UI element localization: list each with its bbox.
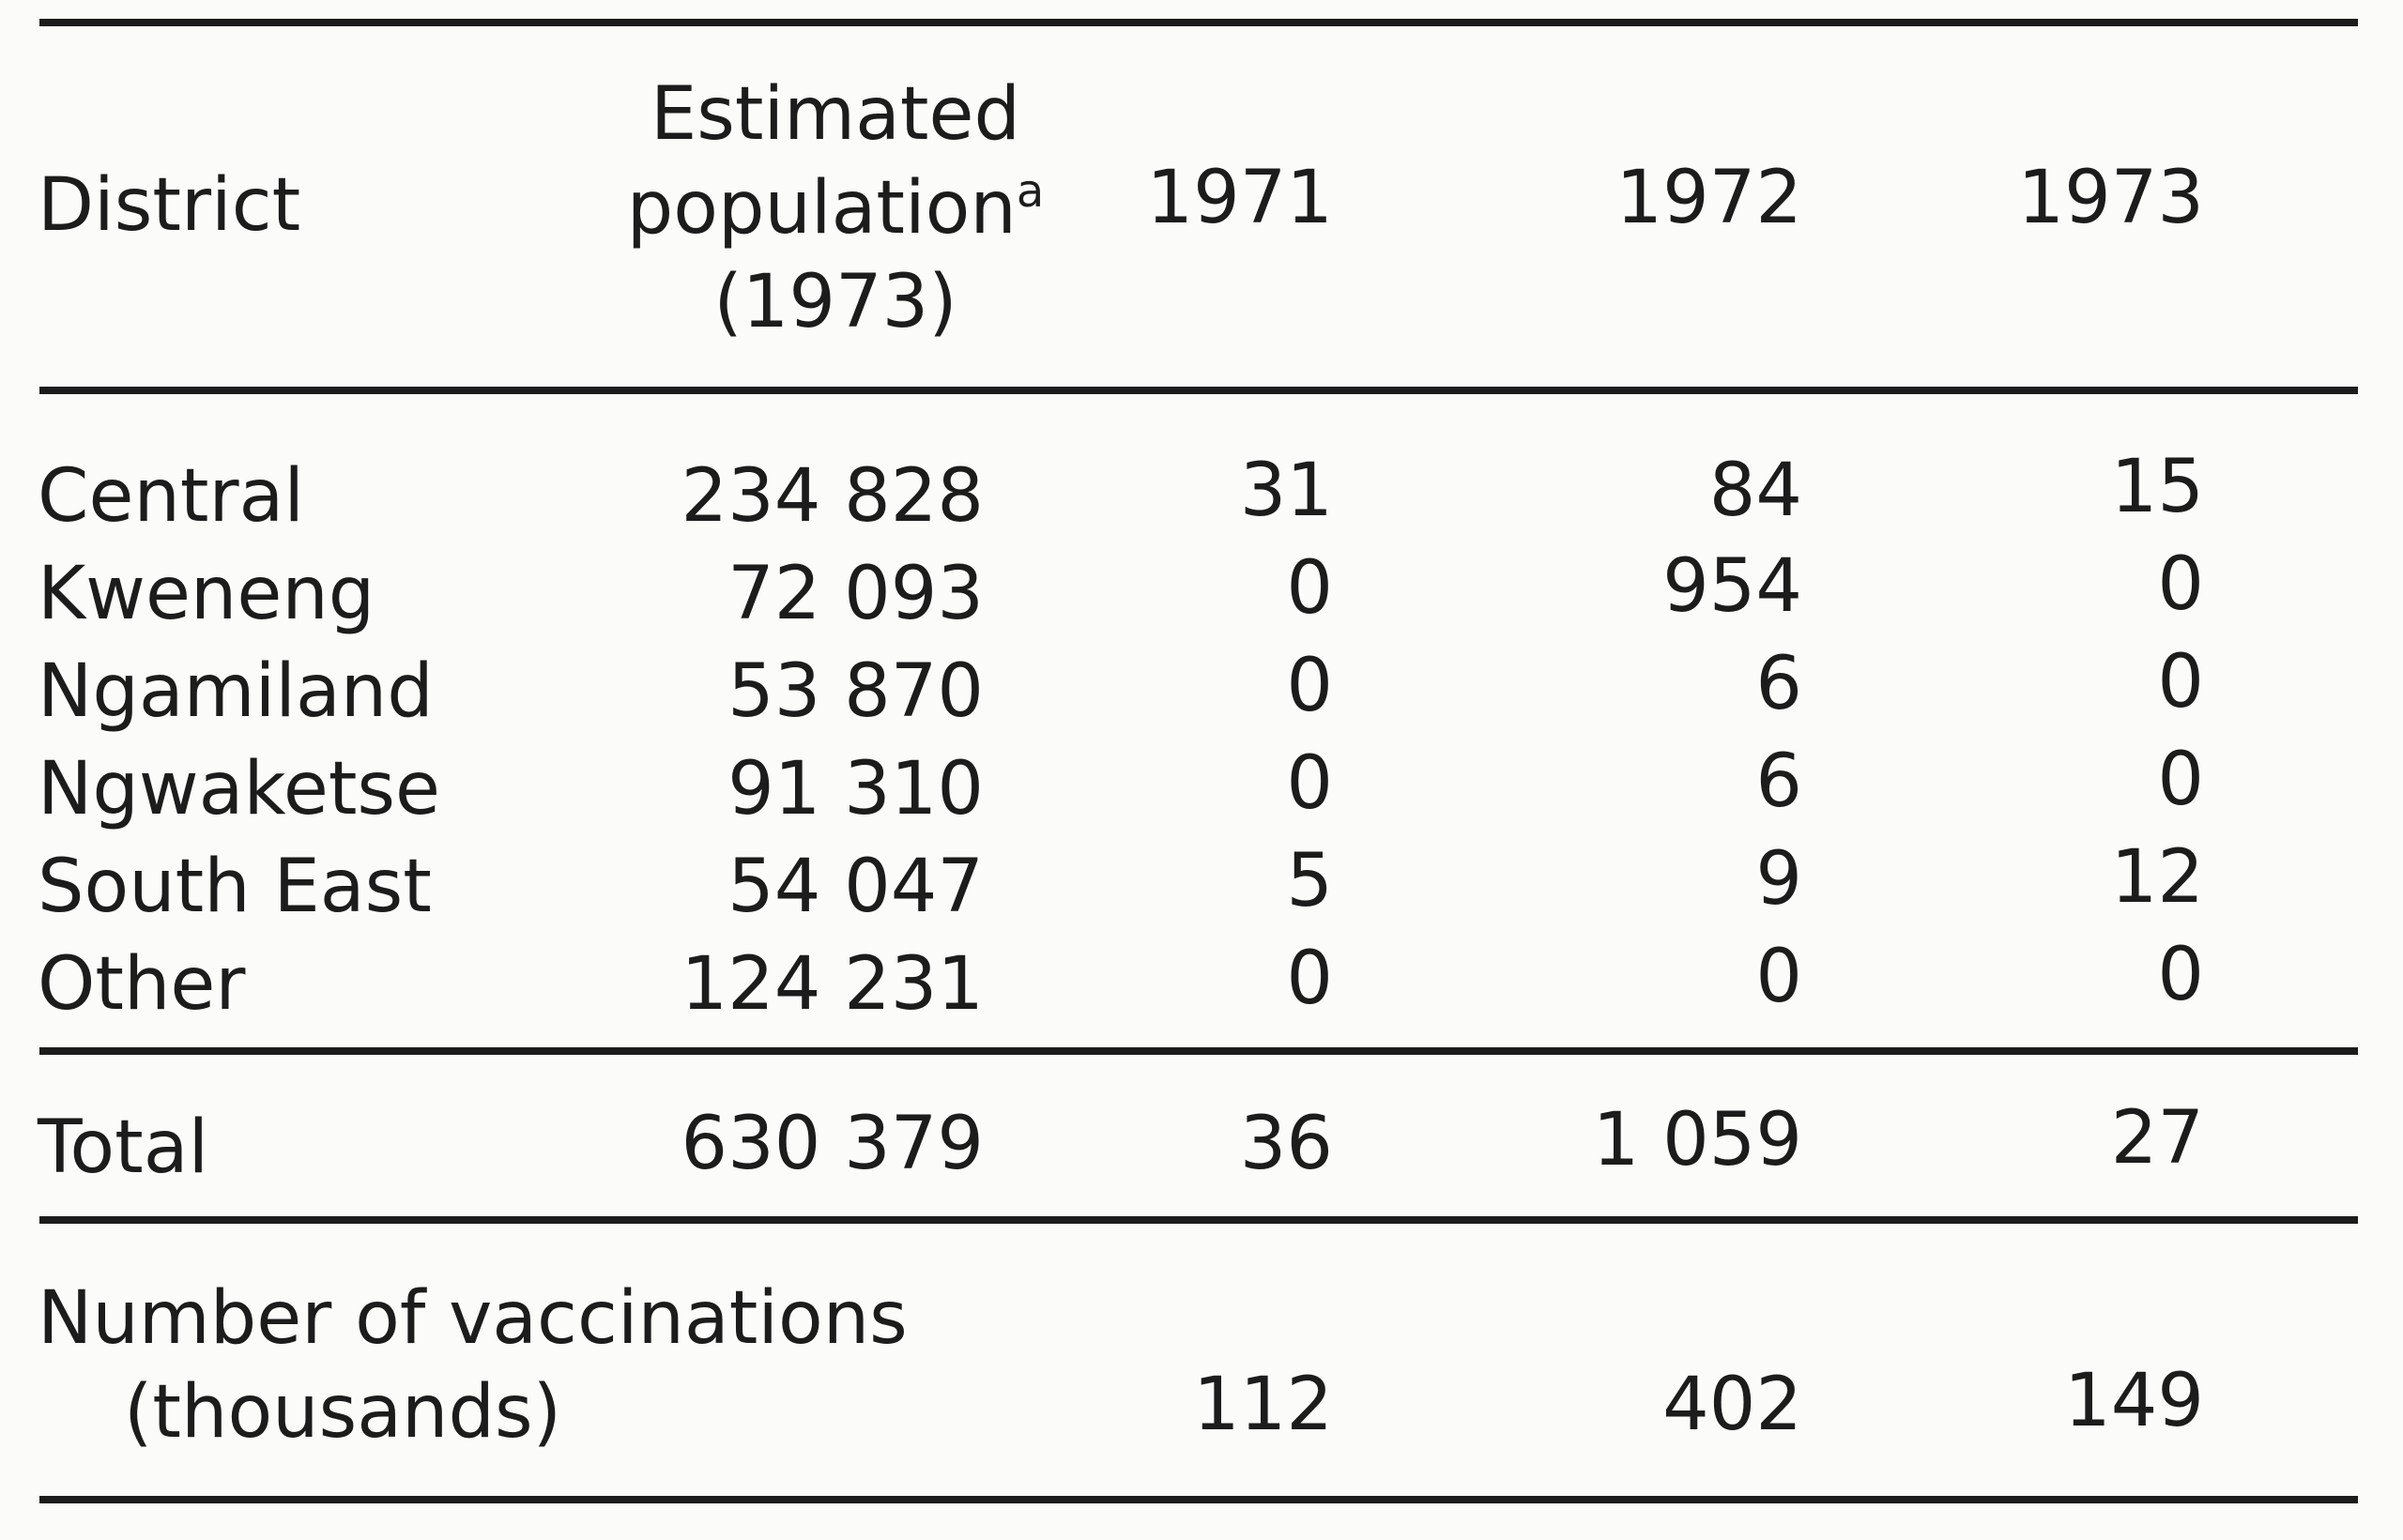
table-bottom-rule [39, 1496, 2358, 1503]
row-1973: 0 [2157, 933, 2204, 1017]
row-1972: 9 [1755, 837, 1802, 922]
row-district: Ngwaketse [38, 747, 441, 831]
total-1973: 27 [2110, 1096, 2204, 1181]
vaccinations-label-line2: (thousands) [124, 1370, 562, 1455]
row-1973: 15 [2110, 445, 2204, 529]
row-district: Ngamiland [38, 649, 434, 734]
row-district: South East [38, 845, 432, 929]
row-1972: 6 [1755, 642, 1802, 726]
row-population: 124 231 [681, 942, 984, 1027]
total-1971: 36 [1239, 1102, 1333, 1186]
row-1972: 6 [1755, 740, 1802, 824]
row-1973: 0 [2157, 542, 2204, 627]
row-1971: 0 [1286, 644, 1333, 728]
total-bottom-rule [39, 1216, 2358, 1224]
header-population-line2: population$^a$ [626, 165, 1045, 251]
header-population-line1: Estimated [650, 72, 1021, 157]
row-district: Kweneng [38, 552, 375, 636]
row-1973: 0 [2157, 738, 2204, 822]
row-population: 53 870 [727, 649, 984, 734]
vaccinations-1973: 149 [2064, 1359, 2204, 1443]
table-top-rule [39, 19, 2358, 26]
total-label: Total [38, 1105, 209, 1190]
total-population: 630 379 [681, 1102, 984, 1186]
row-population: 91 310 [727, 747, 984, 831]
header-year-1972: 1972 [1615, 156, 1802, 240]
row-1972: 954 [1662, 544, 1802, 629]
row-1972: 84 [1708, 449, 1802, 533]
vaccinations-1971: 112 [1193, 1363, 1333, 1447]
row-district: Central [38, 454, 305, 539]
row-1972: 0 [1755, 935, 1802, 1019]
vaccinations-label-line1: Number of vaccinations [38, 1276, 908, 1361]
row-district: Other [38, 942, 246, 1027]
total-top-rule [39, 1047, 2358, 1055]
row-1971: 0 [1286, 937, 1333, 1021]
header-year-1971: 1971 [1146, 156, 1333, 240]
footnote-marker: a [1016, 165, 1045, 218]
header-estimated-population [601, 68, 1070, 349]
row-1973: 0 [2157, 640, 2204, 724]
total-1972: 1 059 [1592, 1098, 1802, 1182]
vaccinations-1972: 402 [1662, 1363, 1802, 1447]
row-population: 234 828 [681, 454, 984, 539]
row-population: 72 093 [727, 552, 984, 636]
row-population: 54 047 [727, 845, 984, 929]
header-population-line3: (1973) [713, 260, 957, 344]
row-1971: 0 [1286, 741, 1333, 826]
header-rule [39, 387, 2358, 394]
row-1971: 31 [1239, 449, 1333, 533]
header-district: District [38, 163, 301, 248]
row-1973: 12 [2110, 835, 2204, 920]
row-1971: 5 [1286, 839, 1333, 923]
header-year-1973: 1973 [2017, 156, 2204, 240]
row-1971: 0 [1286, 546, 1333, 631]
